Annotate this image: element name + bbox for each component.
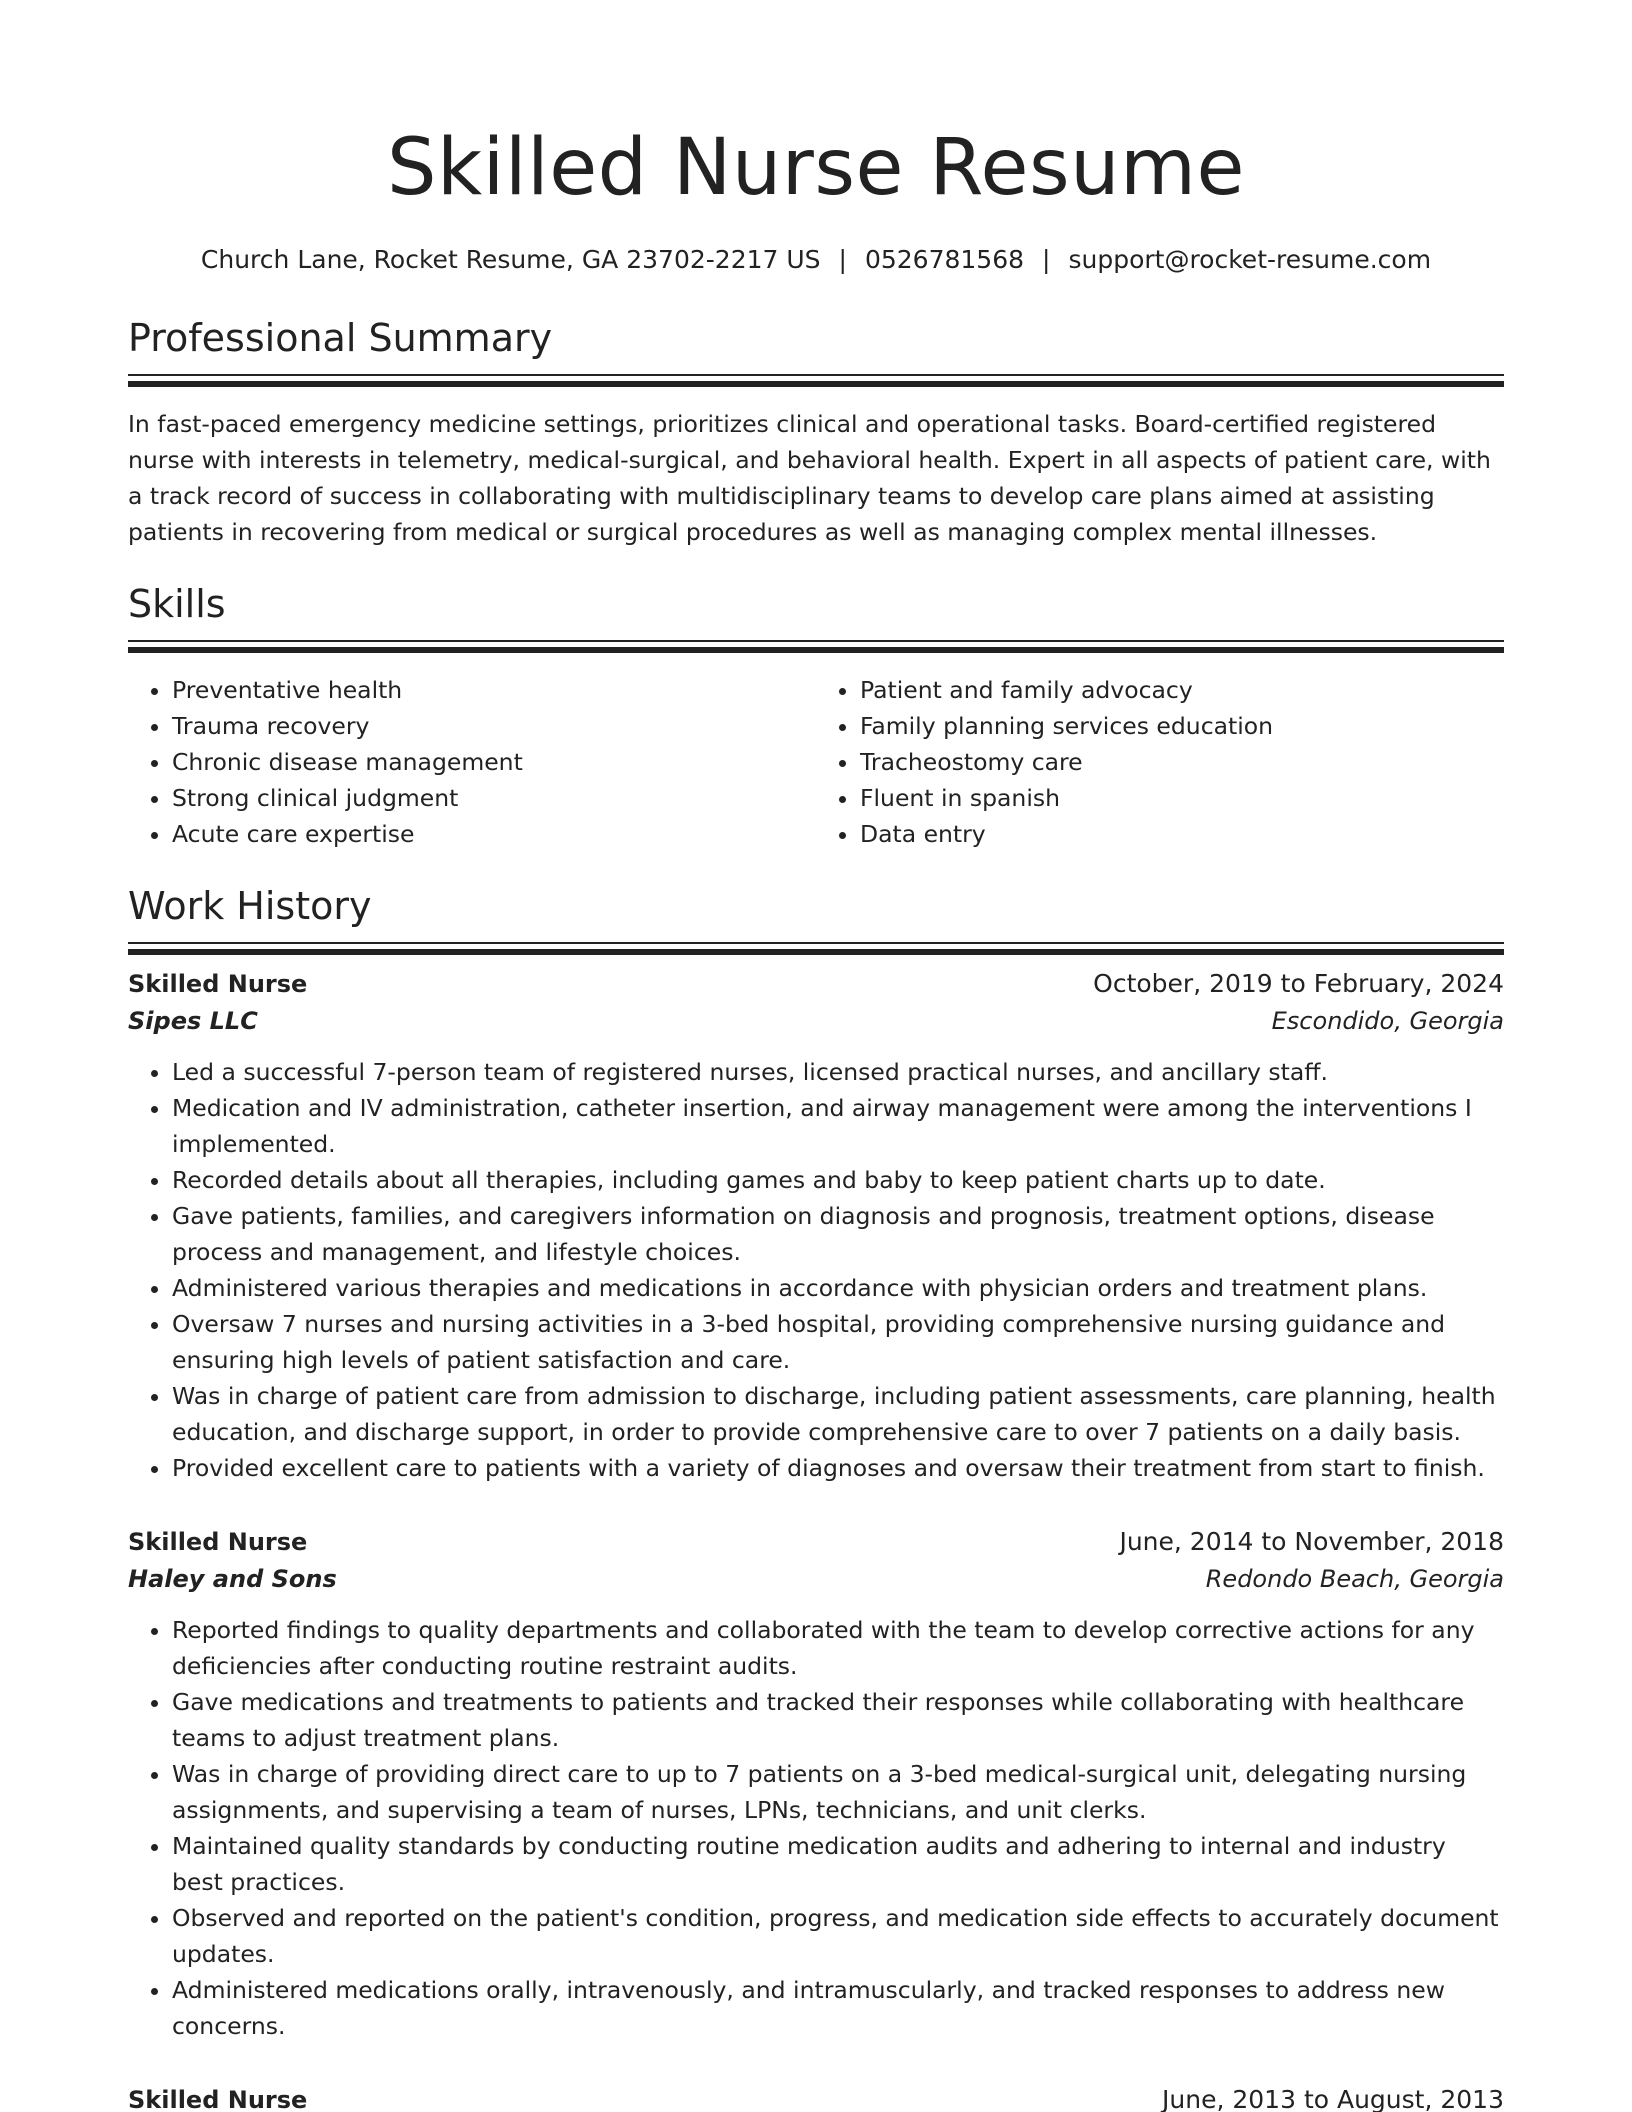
section-title-work-history: Work History <box>128 884 372 928</box>
job-title: Skilled Nurse <box>128 2086 308 2112</box>
job-subheader <box>128 1002 1504 1040</box>
section-title-skills: Skills <box>128 582 226 626</box>
contact-email: support@rocket-resume.com <box>1068 245 1432 274</box>
job-dates: June, 2014 to November, 2018 <box>1119 1527 1504 1556</box>
section-title-summary: Professional Summary <box>128 316 553 360</box>
job-bullet: • Was in charge of providing direct care to up to 7 patients on a 3-bed medical-surgical unit, delegating nursing assignments, and supervising a team of nurses, LPNs, technicians, and unit clerks. <box>172 1756 1504 1828</box>
job-entry <box>128 966 1504 1486</box>
job-bullets <box>128 1054 1504 1486</box>
contact-line <box>128 244 1504 276</box>
job-bullet: • Gave medications and treatments to patients and tracked their responses while collaborating with healthcare teams to adjust treatment plans. <box>172 1684 1504 1756</box>
job-bullet: • Administered medications orally, intravenously, and intramuscularly, and tracked responses to address new concerns. <box>172 1972 1504 2044</box>
skill-item: • Preventative health <box>172 672 816 708</box>
job-bullet: • Maintained quality standards by conducting routine medication audits and adhering to internal and industry best practices. <box>172 1828 1504 1900</box>
job-bullet: • Recorded details about all therapies, including games and baby to keep patient charts up to date. <box>172 1162 1504 1198</box>
skill-item: • Strong clinical judgment <box>172 780 816 816</box>
resume-name: Skilled Nurse Resume <box>387 123 1245 213</box>
skill-item: • Tracheostomy care <box>860 744 1504 780</box>
contact-separator: | <box>838 245 847 274</box>
job-bullet: • Gave patients, families, and caregivers information on diagnosis and prognosis, treatment options, disease process and management, and lifestyle choices. <box>172 1198 1504 1270</box>
skill-item: • Patient and family advocacy <box>860 672 1504 708</box>
contact-phone: 0526781568 <box>864 245 1025 274</box>
job-subheader <box>128 1560 1504 1598</box>
job-entry <box>128 2082 1504 2112</box>
skills-column-left <box>128 672 816 852</box>
job-bullet: • Medication and IV administration, catheter insertion, and airway management were among the interventions I implemented. <box>172 1090 1504 1162</box>
skill-item: • Fluent in spanish <box>860 780 1504 816</box>
job-bullet: • Oversaw 7 nurses and nursing activities in a 3-bed hospital, providing comprehensive nursing guidance and ensuring high levels of patient satisfaction and care. <box>172 1306 1504 1378</box>
section-divider <box>128 942 1504 944</box>
skill-item: • Chronic disease management <box>172 744 816 780</box>
summary-text: In fast-paced emergency medicine settings, prioritizes clinical and operational tasks. Board-certified registered nurse with interests in telemetry, medical-surgical, and behavioral health. Expert in all aspects of patient care, with a track record of success in collaborating with multidisciplinary teams to develop care plans aimed at assisting patients in recovering from medical or surgical procedures as well as managing complex mental illnesses. <box>128 410 1491 546</box>
skill-item: • Family planning services education <box>860 708 1504 744</box>
skill-item: • Trauma recovery <box>172 708 816 744</box>
job-bullet: • Reported findings to quality departments and collaborated with the team to develop corrective actions for any deficiencies after conducting routine restraint audits. <box>172 1612 1504 1684</box>
skills-column-right <box>816 672 1504 852</box>
job-header <box>128 1524 1504 1560</box>
skill-item: • Acute care expertise <box>172 816 816 852</box>
skill-item: • Data entry <box>860 816 1504 852</box>
contact-separator: | <box>1042 245 1051 274</box>
job-title: Skilled Nurse <box>128 1528 308 1556</box>
contact-address: Church Lane, Rocket Resume, GA 23702-2217 US <box>200 245 821 274</box>
job-header <box>128 966 1504 1002</box>
job-title: Skilled Nurse <box>128 970 308 998</box>
job-dates: October, 2019 to February, 2024 <box>1093 969 1504 998</box>
job-bullet: • Observed and reported on the patient's condition, progress, and medication side effects to accurately document updates. <box>172 1900 1504 1972</box>
job-bullet: • Was in charge of patient care from admission to discharge, including patient assessments, care planning, health education, and discharge support, in order to provide comprehensive care to over 7 patients on a daily basis. <box>172 1378 1504 1450</box>
job-header <box>128 2082 1504 2112</box>
job-company: Sipes LLC <box>128 1007 258 1035</box>
job-entry <box>128 1524 1504 2044</box>
job-dates: June, 2013 to August, 2013 <box>1162 2085 1504 2112</box>
skills-list <box>128 672 1504 852</box>
section-divider <box>128 374 1504 376</box>
job-company: Haley and Sons <box>128 1565 337 1593</box>
section-divider <box>128 640 1504 642</box>
job-bullets <box>128 1612 1504 2044</box>
job-bullet: • Provided excellent care to patients with a variety of diagnoses and oversaw their treatment from start to finish. <box>172 1450 1504 1486</box>
job-location: Escondido, Georgia <box>1271 1007 1504 1035</box>
job-location: Redondo Beach, Georgia <box>1205 1565 1504 1593</box>
job-bullet: • Led a successful 7-person team of registered nurses, licensed practical nurses, and ancillary staff. <box>172 1054 1504 1090</box>
job-bullet: • Administered various therapies and medications in accordance with physician orders and treatment plans. <box>172 1270 1504 1306</box>
